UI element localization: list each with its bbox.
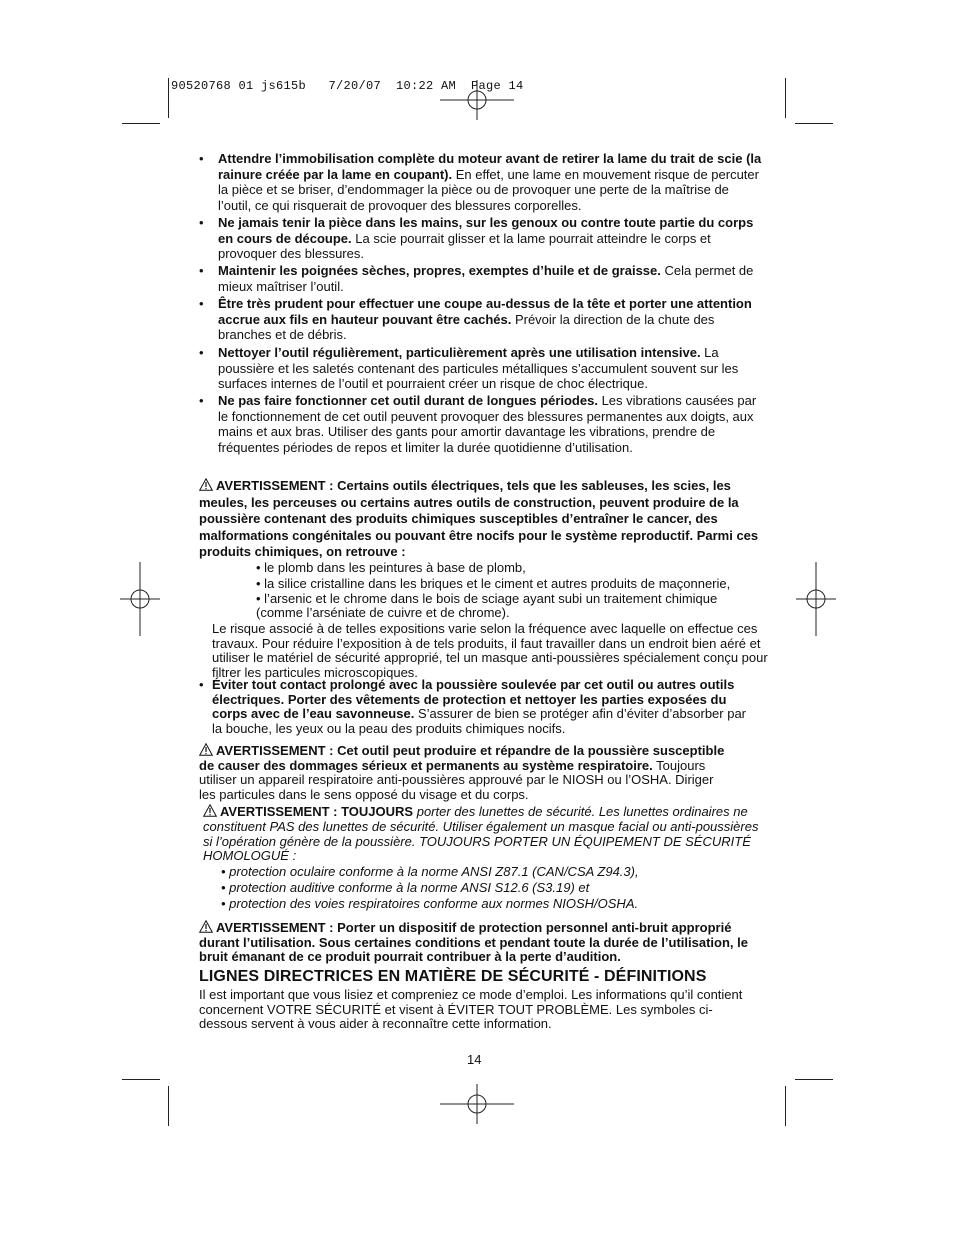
list-item <box>221 880 589 896</box>
list-item <box>199 151 764 213</box>
crop-mark <box>795 123 833 124</box>
registration-target-icon <box>440 1084 514 1124</box>
warning-triangle-icon <box>199 478 213 491</box>
bullet-text: Prévoir la direction de la chute des branches et de débris. <box>218 311 715 343</box>
section-paragraph: Il est important que vous lisiez et compreniez ce mode d’emploi. Les informations qu’il contient concernent VOTRE SÉCURITÉ et visent à ÉVITER TOUT PROBLÈME. Les symboles ci-dessous servent à vous aider à reconnaître cette information. <box>199 987 743 1032</box>
bullet-text: Les vibrations causées par le fonctionnement de cet outil peuvent provoquer des blessures permanentes aux doigts, aux mains et aux bras. Utiliser des gants pour amortir davantage les vibrations, prendre de fréquentes périodes de repos et limiter la durée quotidienne d’utilisation. <box>218 393 757 455</box>
bullet-glyph: • <box>199 393 204 408</box>
warning-block <box>199 920 761 965</box>
section-heading: LIGNES DIRECTRICES EN MATIÈRE DE SÉCURITÉ - DÉFINITIONS <box>199 968 707 985</box>
list-item <box>199 215 764 262</box>
warning-body: porter des lunettes de sécurité. Les lunettes ordinaires ne constituent PAS des lunettes de sécurité. Utiliser également un masque facial ou anti-poussières si l’opération génère de la poussière. TOUJOURS PORTER UN ÉQUIPEMENT DE SÉCURITÉ HOMOLOGUÉ : <box>203 804 759 864</box>
bullet-text: En effet, une lame en mouvement risque de percuter la pièce et se briser, d’endommager la pièce ou de provoquer une perte de la maîtrise de l’outil, ce qui risquerait de provoquer des blessures corporelles. <box>218 166 759 213</box>
list-item <box>199 393 764 455</box>
list-item: • l’arsenic et le chrome dans le bois de sciage ayant subi un traitement chimique <box>256 591 718 606</box>
list-item <box>199 263 764 294</box>
crop-mark <box>168 78 169 118</box>
bullet-text: S’assurer de bien se protéger afin d’éviter d’absorber par la bouche, les yeux ou la peau des produits chimiques nocifs. <box>212 706 747 736</box>
bullet-glyph: • <box>199 345 204 360</box>
bullet-heading: Ne pas faire fonctionner cet outil durant de longues périodes. <box>218 393 598 408</box>
warning-triangle-icon <box>199 920 213 933</box>
crop-mark <box>168 1086 169 1126</box>
bullet-heading: Attendre l’immobilisation complète du moteur avant de retirer la lame du trait de scie (la rainure créée par la lame en coupant). <box>218 151 762 182</box>
crop-mark <box>122 123 160 124</box>
registration-target-icon <box>120 562 160 636</box>
warning-paragraph: Le risque associé à de telles expositions varie selon la fréquence avec laquelle on effectue ces travaux. Pour réduire l’exposition à de tels produits, il faut travailler dans un endroit bien aéré et utiliser le matériel de sécurité approprié, tel un masque anti-poussières spécialement conçu pour filtrer les particules microscopiques. <box>212 621 768 680</box>
crop-mark <box>122 1079 160 1080</box>
registration-target-icon <box>796 562 836 636</box>
list-item: (comme l’arséniate de cuivre et de chrome). <box>256 605 510 620</box>
bullet-heading: Être très prudent pour effectuer une coupe au-dessus de la tête et porter une attention accrue aux fils en hauteur pouvant être cachés. <box>218 296 752 327</box>
list-item <box>221 864 639 880</box>
bullet-glyph: • <box>199 296 204 311</box>
warning-text: AVERTISSEMENT : TOUJOURS <box>220 804 414 819</box>
list-item: • le plomb dans les peintures à base de plomb, <box>256 560 526 575</box>
bullet-heading: Ne jamais tenir la pièce dans les mains, sur les genoux ou contre toute partie du corps en cours de découpe. <box>218 215 754 246</box>
list-item <box>199 678 759 736</box>
bullet-text: Cela permet de mieux maîtriser l’outil. <box>218 263 754 294</box>
page-number: 14 <box>467 1052 482 1067</box>
list-item-text: • protection oculaire conforme à la norme ANSI Z87.1 (CAN/CSA Z94.3), <box>221 864 639 879</box>
warning-triangle-icon <box>203 804 217 817</box>
bullet-heading: Éviter tout contact prolongé avec la poussière soulevée par cet outil ou autres outils électriques. Porter des vêtements de protection et nettoyer les parties exposées du corps avec de l’eau savonneuse. <box>212 677 735 722</box>
warning-block <box>199 743 729 802</box>
bullet-text: La scie pourrait glisser et la lame pourrait atteindre le corps et provoquer des blessures. <box>218 230 711 262</box>
warning-block <box>203 804 765 864</box>
list-item-text: • protection des voies respiratoires conforme aux normes NIOSH/OSHA. <box>221 896 639 911</box>
bullet-glyph: • <box>199 151 204 166</box>
bullet-text: La poussière et les saletés contenant des particules métalliques s’accumulent souvent sur les surfaces internes de l’outil et pourraient créer un risque de choc électrique. <box>218 345 739 392</box>
list-item <box>221 896 638 912</box>
warning-text: AVERTISSEMENT : Cet outil peut produire et répandre de la poussière susceptible de causer des dommages sérieux et permanents au système respiratoire. <box>199 743 725 773</box>
list-item <box>199 345 764 392</box>
crop-mark <box>785 78 786 118</box>
print-slug: 90520768 01 js615b 7/20/07 10:22 AM Page 14 <box>171 79 524 93</box>
bullet-glyph: • <box>199 677 204 692</box>
warning-block <box>199 478 764 561</box>
bullet-heading: Maintenir les poignées sèches, propres, exemptes d’huile et de graisse. <box>218 263 661 278</box>
list-item-text: • protection auditive conforme à la norme ANSI S12.6 (S3.19) et <box>221 880 590 895</box>
registration-target-icon <box>440 80 514 120</box>
warning-triangle-icon <box>199 743 213 756</box>
bullet-glyph: • <box>199 263 204 278</box>
warning-text: AVERTISSEMENT : Certains outils électriques, tels que les sableuses, les scies, les meules, les perceuses ou certains autres outils de construction, peuvent produire de la poussière contenant des produits chimiques susceptibles d’entraîner le cancer, des malformations congénitales ou pouvant être nocifs pour le système reproductif. Parmi ces produits chimiques, on retrouve : <box>199 478 759 560</box>
list-item: • la silice cristalline dans les briques et le ciment et autres produits de maçonnerie, <box>256 576 731 591</box>
crop-mark <box>795 1079 833 1080</box>
warning-body: Toujours utiliser un appareil respiratoire anti-poussières approuvé par le NIOSH ou l’OSHA. Diriger les particules dans le sens opposé du visage et du corps. <box>199 757 714 802</box>
bullet-heading: Nettoyer l’outil régulièrement, particulièrement après une utilisation intensive. <box>218 345 701 360</box>
crop-mark <box>785 1086 786 1126</box>
list-item <box>199 296 764 343</box>
warning-text: AVERTISSEMENT : Porter un dispositif de protection personnel anti-bruit approprié durant l’utilisation. Sous certaines conditions et pendant toute la durée de l’utilisation, le bruit émanant de ce produit pourrait contribuer à la perte d’audition. <box>199 920 748 965</box>
bullet-glyph: • <box>199 215 204 230</box>
